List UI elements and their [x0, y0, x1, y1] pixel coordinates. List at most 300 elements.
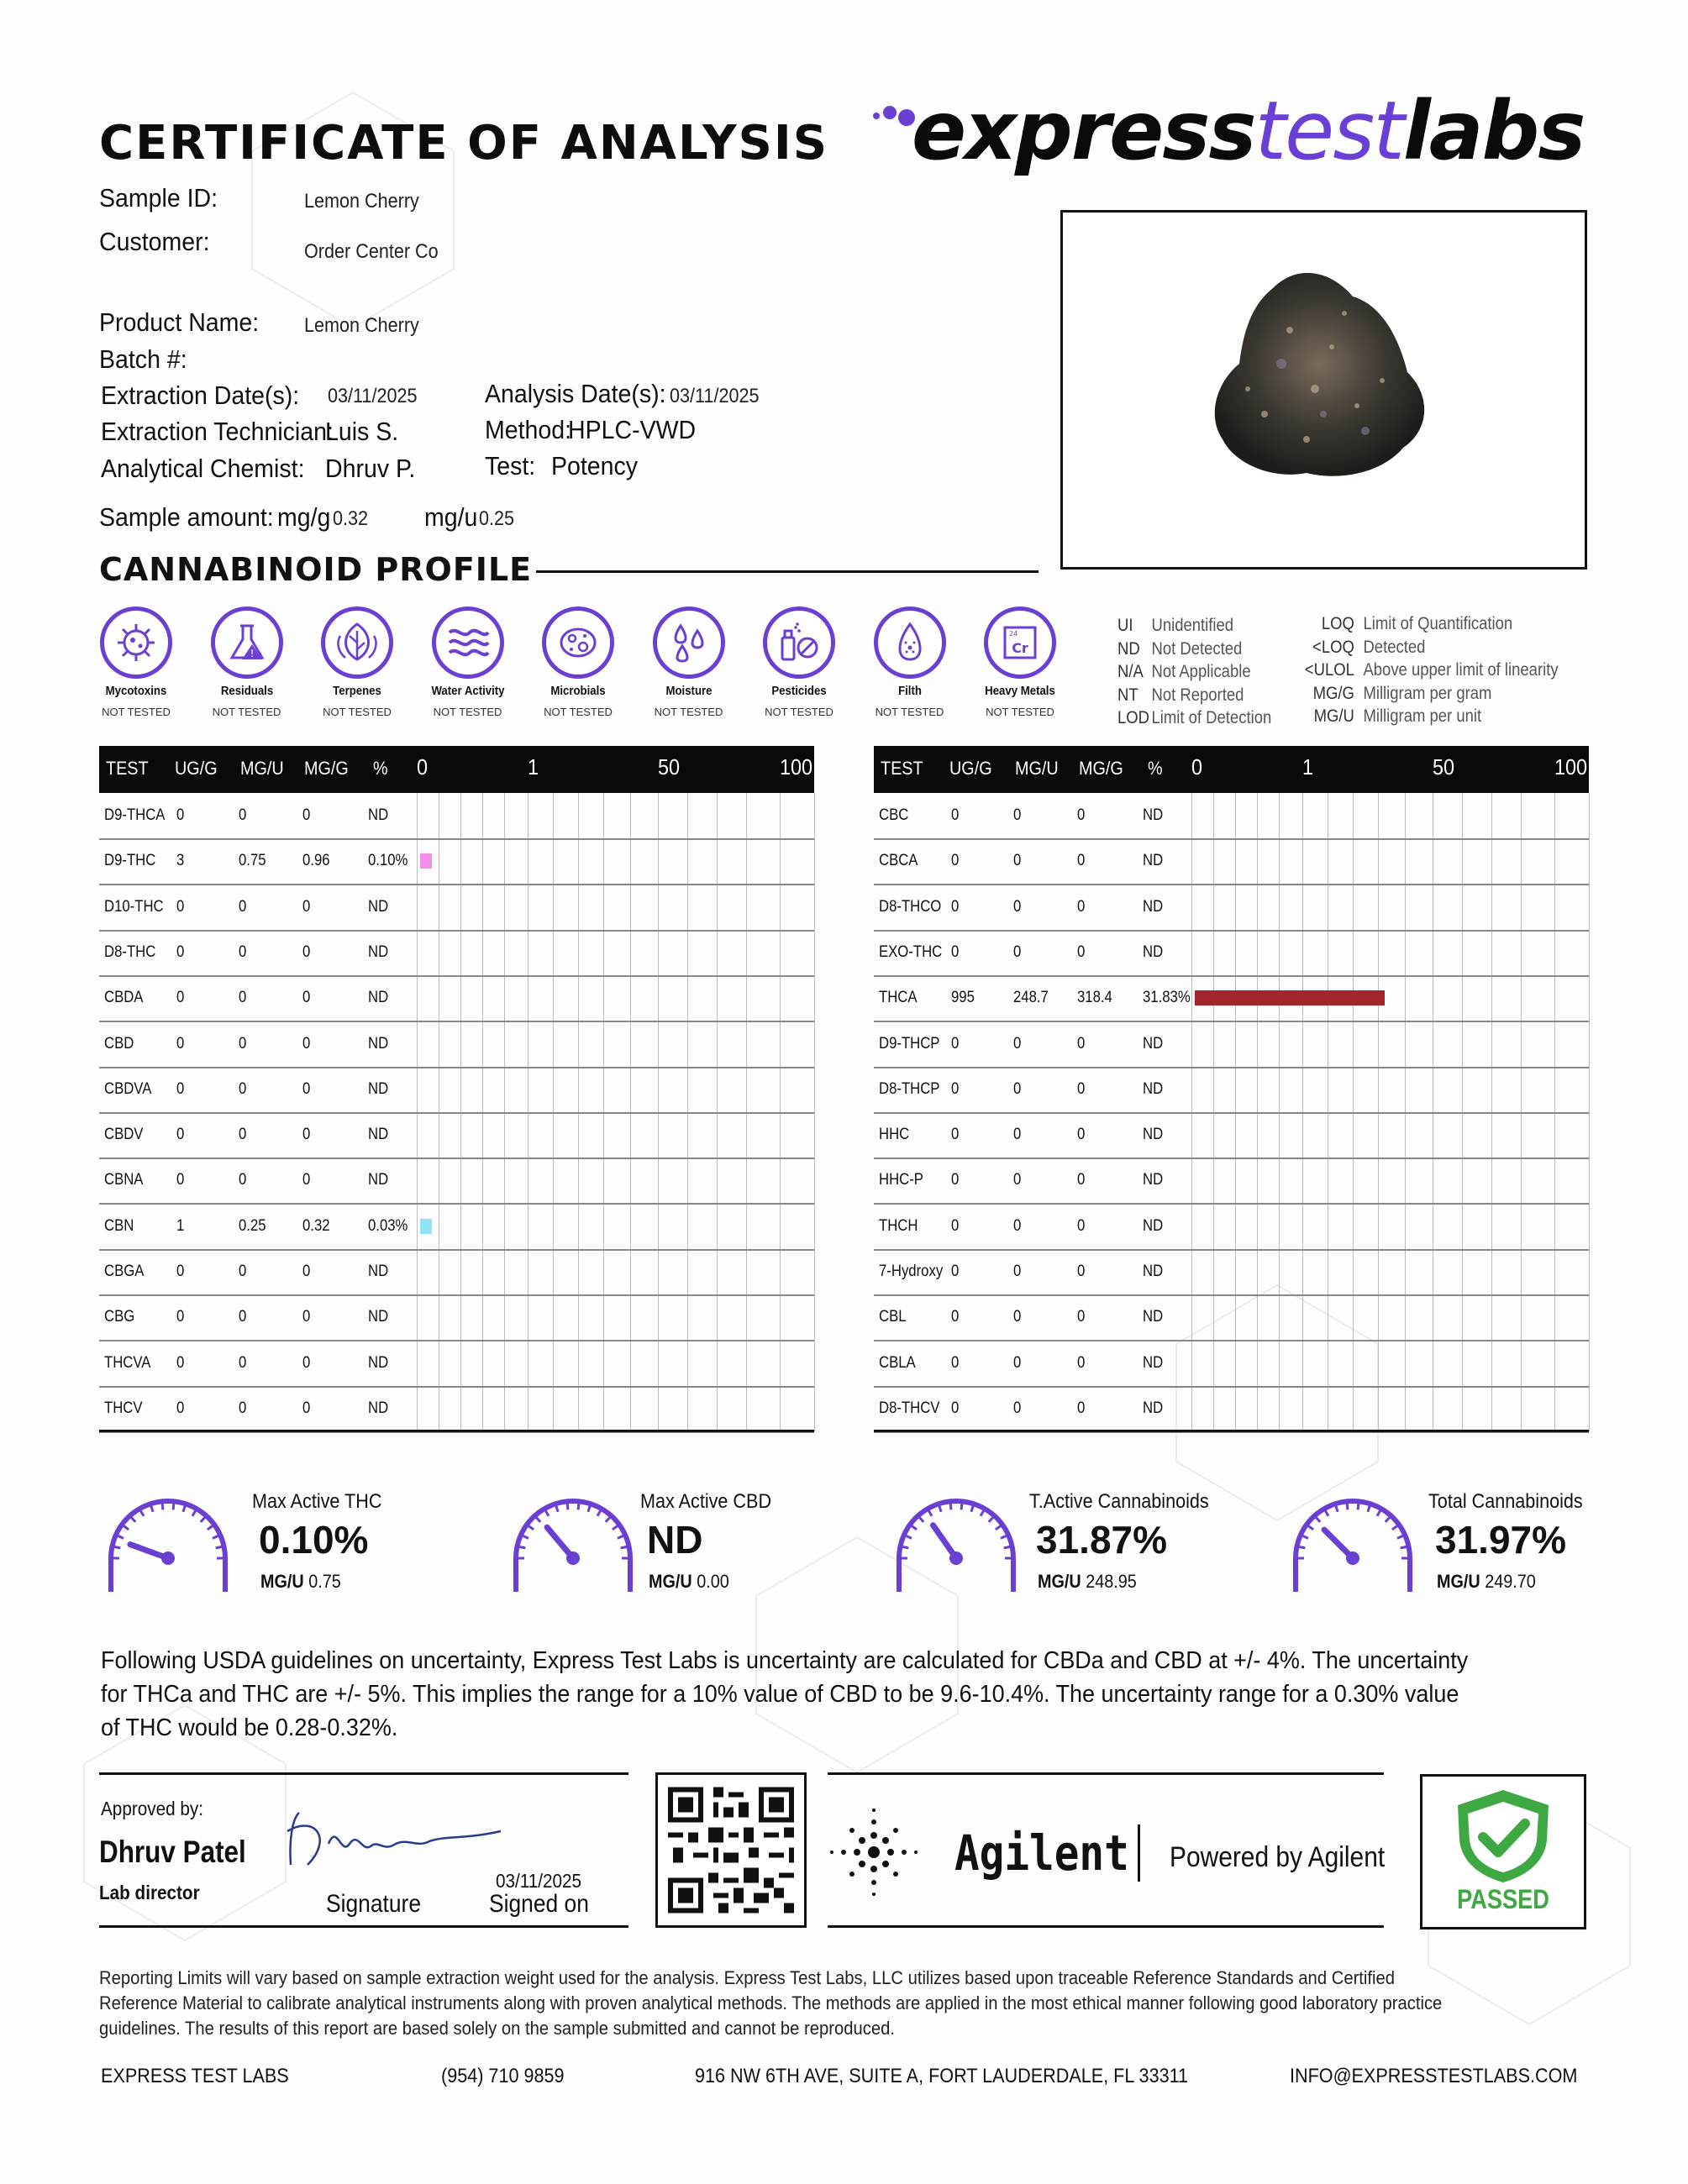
test-status: NOT TESTED — [102, 706, 171, 718]
chemist-value: Dhruv P. — [325, 454, 416, 483]
product-photo — [1060, 210, 1587, 570]
cell-test: HHC — [879, 1126, 910, 1144]
cell-pct: ND — [368, 1079, 389, 1098]
legend-code: MG/U — [1313, 706, 1354, 726]
cell-ugg: 0 — [951, 1126, 960, 1144]
table-row — [99, 1294, 814, 1341]
cell-ugg: 3 — [176, 852, 185, 870]
mgg-label: mg/g — [277, 502, 331, 532]
cell-pct: ND — [368, 1308, 389, 1326]
cell-pct: ND — [1143, 852, 1164, 870]
cell-pct: ND — [368, 806, 389, 824]
cell-mgg: 0 — [1077, 1263, 1086, 1280]
footer-email[interactable]: INFO@EXPRESSTESTLABS.COM — [1290, 2065, 1578, 2087]
cell-ugg: 0 — [951, 1353, 960, 1372]
table-row — [874, 1067, 1589, 1114]
table-row — [99, 930, 814, 977]
passed-badge — [1420, 1774, 1586, 1929]
test-icon-filth — [874, 606, 946, 679]
cell-ugg: 0 — [951, 1399, 960, 1417]
test-name: Heavy Metals — [985, 684, 1055, 698]
cell-ugg: 0 — [951, 897, 960, 916]
header-pct: % — [373, 758, 388, 779]
cell-ugg: 0 — [951, 1216, 960, 1235]
legend-item — [1117, 616, 1233, 636]
test-value: Potency — [551, 451, 639, 480]
cell-mgg: 0.96 — [302, 852, 330, 870]
agilent-spark-icon — [828, 1806, 920, 1898]
page-title: CERTIFICATE OF ANALYSIS — [99, 116, 829, 171]
legend-desc: Not Detected — [1151, 638, 1243, 659]
signature-label: Signature — [326, 1890, 422, 1918]
legend-desc: Unidentified — [1151, 616, 1234, 635]
cell-mgu: 0 — [239, 989, 247, 1007]
product-name-label: Product Name: — [99, 307, 260, 337]
cell-pct: ND — [368, 1034, 389, 1053]
test-icon-residuals — [211, 606, 283, 679]
header-s0: 0 — [417, 754, 429, 780]
legend-item — [1298, 684, 1491, 704]
cell-mgg: 0 — [302, 1308, 311, 1326]
grid-line — [1589, 793, 1590, 1431]
svg-text:!: ! — [250, 648, 254, 659]
test-name: Terpenes — [333, 684, 381, 698]
qr-code-icon — [658, 1775, 804, 1925]
cell-test: CBC — [879, 806, 909, 824]
cell-mgg: 0 — [1077, 897, 1086, 916]
table-row — [874, 930, 1589, 977]
cell-pct: ND — [368, 1126, 389, 1144]
cell-mgu: 0 — [1013, 1034, 1022, 1053]
cell-test: D8-THC — [104, 942, 156, 961]
footer-company: EXPRESS TEST LABS — [101, 2065, 289, 2087]
cell-test: D8-THCO — [879, 897, 942, 916]
logo-part-test: test — [1254, 84, 1403, 178]
disclaimer-text: Reporting Limits will vary based on sample extraction weight used for the analysis. Express Test Labs, LLC utilizes based upon traceable Reference Standards and Certified Reference Material to calibrate analytical instruments along with proven analytical methods. The methods are applied in the most ethical manner following good laboratory practice guidelines. The results of this report are based solely on the sample submitted and cannot be reproduced. — [99, 1967, 1443, 2039]
cell-mgg: 0 — [1077, 806, 1086, 824]
cell-test: CBD — [104, 1034, 134, 1053]
cell-pct: ND — [368, 989, 389, 1007]
legend-item — [1117, 639, 1242, 659]
cell-test: CBL — [879, 1308, 907, 1326]
table-row — [99, 1067, 814, 1114]
cell-ugg: 0 — [176, 942, 185, 961]
cell-mgu: 0 — [239, 806, 247, 824]
cell-pct: ND — [368, 1263, 389, 1280]
mgu-value: 0.25 — [479, 507, 515, 530]
gauge-mgu — [260, 1571, 341, 1593]
gauge-mgu-value: 0.00 — [697, 1571, 729, 1592]
grid-line — [814, 793, 815, 1431]
test-icon-pesticides — [763, 606, 835, 679]
header-s50: 50 — [658, 754, 681, 780]
batch-label: Batch #: — [99, 344, 187, 374]
cell-test: 7-Hydroxy — [879, 1263, 944, 1280]
cell-pct: ND — [368, 1353, 389, 1372]
cell-ugg: 1 — [176, 1216, 185, 1235]
chromium-icon — [995, 617, 1045, 668]
customer-value: Order Center Co — [304, 240, 439, 263]
method-label: Method: — [485, 415, 572, 444]
cell-test: THCV — [104, 1399, 143, 1417]
sample-id-label: Sample ID: — [99, 183, 218, 213]
table-row — [99, 1021, 814, 1068]
legend-code: NT — [1117, 685, 1138, 705]
test-name: Residuals — [220, 684, 273, 698]
cell-mgg: 0 — [302, 989, 311, 1007]
technician-value: Luis S. — [325, 417, 399, 446]
cell-mgg: 0 — [1077, 852, 1086, 870]
table-row — [99, 1112, 814, 1159]
header-s100: 100 — [780, 754, 813, 780]
gauge-icon — [105, 1495, 231, 1596]
cell-ugg: 0 — [176, 806, 185, 824]
cell-mgu: 0 — [1013, 1171, 1022, 1189]
cell-test: CBCA — [879, 852, 918, 870]
header-mgu: MG/U — [1015, 758, 1059, 779]
svg-text:24: 24 — [1009, 630, 1018, 638]
legend-code: UI — [1117, 616, 1133, 635]
test-status: NOT TESTED — [654, 706, 723, 718]
header-ugg: UG/G — [949, 758, 992, 779]
cell-mgg: 0 — [1077, 1216, 1086, 1235]
logo-part-labs: labs — [1402, 84, 1585, 178]
cell-ugg: 0 — [176, 1308, 185, 1326]
test-icon-mycotoxins — [100, 606, 172, 679]
cell-ugg: 0 — [176, 989, 185, 1007]
cell-test: D9-THC — [104, 852, 156, 870]
gauge-mgu-value: 249.70 — [1485, 1571, 1536, 1592]
legend-item — [1117, 685, 1244, 706]
table-row — [874, 1021, 1589, 1068]
qr-code[interactable] — [655, 1772, 807, 1928]
table-row — [874, 838, 1589, 885]
cell-test: CBN — [104, 1216, 134, 1235]
cell-pct: ND — [1143, 1171, 1164, 1189]
cell-mgg: 0 — [1077, 1399, 1086, 1417]
table-row — [874, 793, 1589, 840]
legend-desc: Not Applicable — [1151, 662, 1251, 681]
cell-ugg: 0 — [951, 942, 960, 961]
footer-address: 916 NW 6TH AVE, SUITE A, FORT LAUDERDALE, FL 33311 — [695, 2065, 1189, 2087]
table-row — [99, 975, 814, 1022]
cell-pct: ND — [368, 1171, 389, 1189]
test-name: Water Activity — [430, 684, 505, 698]
chemist-label: Analytical Chemist: — [101, 454, 305, 483]
gauge-title: Total Cannabinoids — [1428, 1490, 1583, 1513]
extraction-date-label: Extraction Date(s): — [101, 381, 300, 410]
mycotoxin-icon — [111, 617, 161, 668]
gauge-mgu-value: 0.75 — [308, 1571, 341, 1592]
cell-mgg: 0 — [1077, 942, 1086, 961]
drop-icon — [885, 617, 935, 668]
header-s0: 0 — [1191, 754, 1203, 780]
cell-pct: ND — [1143, 897, 1164, 916]
gauge-mgu — [649, 1571, 729, 1593]
test-label: Test: — [485, 451, 536, 480]
legend-desc: Detected — [1363, 637, 1426, 657]
test-name: Moisture — [665, 684, 712, 698]
cell-ugg: 0 — [951, 1308, 960, 1326]
legend-code: N/A — [1117, 662, 1144, 681]
cannabinoid-table-right_rows — [874, 746, 1589, 1435]
table-header — [874, 746, 1589, 793]
cannabis-bud-image — [1063, 213, 1590, 572]
legend-desc: Not Reported — [1151, 685, 1244, 705]
method-value: HPLC-VWD — [568, 415, 697, 444]
cell-test: HHC-P — [879, 1171, 923, 1189]
cell-mgg: 0 — [1077, 1353, 1086, 1372]
cell-mgg: 0 — [1077, 1171, 1086, 1189]
cell-mgu: 0 — [1013, 1308, 1022, 1326]
cell-mgg: 0 — [1077, 1126, 1086, 1144]
header-s1: 1 — [528, 754, 539, 780]
cell-mgg: 0 — [302, 1399, 311, 1417]
table-row — [99, 793, 814, 840]
cell-mgu: 0 — [1013, 1126, 1022, 1144]
gauge-mgu-label: MG/U — [1038, 1571, 1081, 1592]
cell-mgg: 0 — [1077, 1034, 1086, 1053]
cell-ugg: 0 — [951, 806, 960, 824]
legend-code: ND — [1117, 638, 1140, 659]
cell-ugg: 0 — [176, 1353, 185, 1372]
legend-desc: Milligram per unit — [1363, 706, 1482, 726]
result-bar — [1195, 990, 1385, 1005]
cell-pct: ND — [1143, 1216, 1164, 1235]
cell-test: CBGA — [104, 1263, 145, 1280]
cell-mgu: 0 — [1013, 942, 1022, 961]
cell-ugg: 0 — [176, 1399, 185, 1417]
cell-mgg: 0 — [302, 1263, 311, 1280]
cell-pct: ND — [368, 1399, 389, 1417]
cell-pct: 31.83% — [1143, 989, 1191, 1007]
legend-desc: Limit of Detection — [1151, 708, 1272, 727]
cell-pct: ND — [1143, 942, 1164, 961]
table-row — [874, 1294, 1589, 1341]
legend-item — [1117, 708, 1271, 728]
legend-desc: Limit of Quantification — [1363, 614, 1513, 633]
test-name: Microbials — [550, 684, 606, 698]
gauge-mgu-label: MG/U — [1437, 1571, 1480, 1592]
cell-test: CBDVA — [104, 1079, 152, 1098]
test-icon-water-activity — [432, 606, 504, 679]
test-icon-terpenes — [321, 606, 393, 679]
header-test: TEST — [881, 758, 923, 779]
passed-text: PASSED — [1457, 1884, 1549, 1914]
legend-code: <ULOL — [1304, 660, 1354, 680]
cell-ugg: 0 — [176, 897, 185, 916]
mgg-value: 0.32 — [333, 507, 369, 530]
table-row — [99, 1249, 814, 1296]
analysis-date-label: Analysis Date(s): — [485, 379, 666, 408]
table-row — [99, 1386, 814, 1433]
section-divider — [536, 570, 1039, 573]
cell-test: CBDV — [104, 1126, 144, 1144]
sample-id-value: Lemon Cherry — [304, 190, 419, 213]
gauge-mgu-value: 248.95 — [1086, 1571, 1137, 1592]
cell-mgg: 0 — [302, 1353, 311, 1372]
cell-test: D9-THCA — [104, 806, 166, 824]
cell-pct: ND — [368, 897, 389, 916]
cell-mgg: 0 — [302, 1171, 311, 1189]
cell-pct: ND — [1143, 1263, 1164, 1280]
cell-pct: ND — [1143, 1353, 1164, 1372]
cell-ugg: 0 — [176, 1126, 185, 1144]
spray-icon — [774, 617, 824, 668]
approver-name: Dhruv Patel — [99, 1835, 246, 1869]
cell-mgu: 0 — [239, 942, 247, 961]
test-status: NOT TESTED — [433, 706, 502, 718]
signed-on-label: Signed on — [489, 1890, 589, 1918]
cell-pct: ND — [1143, 1399, 1164, 1417]
result-bar — [420, 853, 432, 869]
table-row — [874, 975, 1589, 1022]
cell-mgu: 0 — [1013, 1216, 1022, 1235]
cell-ugg: 0 — [951, 1263, 960, 1280]
cell-pct: ND — [1143, 1308, 1164, 1326]
cell-mgu: 0 — [239, 1399, 247, 1417]
test-icon-moisture — [653, 606, 725, 679]
cell-mgu: 0 — [239, 897, 247, 916]
test-status: NOT TESTED — [212, 706, 281, 718]
header-mgg: MG/G — [1079, 758, 1123, 779]
footer-phone: (954) 710 9859 — [441, 2065, 565, 2087]
approved-by-label: Approved by: — [101, 1798, 203, 1819]
test-status: NOT TESTED — [875, 706, 944, 718]
signature-image — [282, 1806, 518, 1882]
test-name: Pesticides — [771, 684, 827, 698]
cell-mgg: 0 — [302, 897, 311, 916]
agilent-brand: Agilent — [954, 1824, 1129, 1882]
cell-pct: ND — [1143, 806, 1164, 824]
header-mgg: MG/G — [304, 758, 349, 779]
logo-part-express: express — [912, 84, 1255, 178]
svg-text:Cr: Cr — [1012, 640, 1028, 656]
cell-mgu: 0.75 — [239, 852, 266, 870]
cell-test: THCA — [879, 989, 918, 1007]
cell-test: THCH — [879, 1216, 918, 1235]
leaf-icon — [332, 617, 382, 668]
test-status: NOT TESTED — [323, 706, 392, 718]
cell-mgu: 248.7 — [1013, 989, 1049, 1007]
gauge-title: T.Active Cannabinoids — [1029, 1490, 1209, 1513]
uncertainty-text: Following USDA guidelines on uncertainty, Express Test Labs is uncertainty are calculated for CBDa and CBD at +/- 4%. The uncertainty for THCa and THC are +/- 5%. This implies the range for a 10% value of CBD to be 9.6-10.4%. The uncertainty range for a 0.30% value of THC would be 0.28-0.32%. — [101, 1647, 1469, 1741]
table-row — [99, 885, 814, 932]
legend-code: LOQ — [1321, 614, 1354, 633]
gauge-icon — [1290, 1495, 1416, 1596]
cell-mgu: 0.25 — [239, 1216, 266, 1235]
powered-by-agilent: Powered by Agilent — [1170, 1841, 1386, 1873]
gauge-value: ND — [647, 1518, 703, 1562]
header-ugg: UG/G — [175, 758, 218, 779]
cell-test: D9-THCP — [879, 1034, 940, 1053]
cell-mgu: 0 — [1013, 1353, 1022, 1372]
cell-mgg: 0 — [302, 1079, 311, 1098]
test-status: NOT TESTED — [986, 706, 1054, 718]
gauge-value: 0.10% — [259, 1518, 369, 1562]
cell-test: CBDA — [104, 989, 144, 1007]
customer-label: Customer: — [99, 227, 210, 256]
cell-ugg: 0 — [176, 1171, 185, 1189]
cell-ugg: 995 — [951, 989, 975, 1007]
test-name: Mycotoxins — [105, 684, 167, 698]
test-status: NOT TESTED — [765, 706, 833, 718]
table-row — [874, 1386, 1589, 1433]
cannabinoid-profile-title: CANNABINOID PROFILE — [99, 551, 533, 588]
microbe-icon — [553, 617, 603, 668]
cell-mgu: 0 — [1013, 1399, 1022, 1417]
cell-mgg: 0 — [1077, 1308, 1086, 1326]
legend-item — [1298, 660, 1559, 680]
header-pct: % — [1148, 758, 1163, 779]
technician-label: Extraction Technician: — [101, 417, 334, 446]
cell-test: CBLA — [879, 1353, 916, 1372]
gauge-mgu — [1437, 1571, 1536, 1593]
test-status: NOT TESTED — [544, 706, 613, 718]
gauge-title: Max Active CBD — [640, 1490, 772, 1513]
cell-mgu: 0 — [239, 1079, 247, 1098]
test-name: Filth — [897, 684, 922, 698]
table-row — [874, 885, 1589, 932]
gauge-mgu — [1038, 1571, 1137, 1593]
cell-mgu: 0 — [239, 1126, 247, 1144]
cell-pct: ND — [1143, 1079, 1164, 1098]
cell-pct: ND — [1143, 1126, 1164, 1144]
cell-mgg: 0 — [302, 942, 311, 961]
cell-test: D10-THC — [104, 897, 164, 916]
table-row — [99, 1158, 814, 1205]
product-name-value: Lemon Cherry — [304, 314, 419, 337]
legend-item — [1298, 706, 1481, 727]
table-row — [874, 1112, 1589, 1159]
cell-mgg: 0 — [1077, 1079, 1086, 1098]
gauge-value: 31.87% — [1036, 1518, 1168, 1562]
header-test: TEST — [106, 758, 149, 779]
cell-mgu: 0 — [239, 1308, 247, 1326]
company-logo — [912, 84, 1584, 178]
approval-bottom-line — [99, 1925, 628, 1928]
waves-icon — [443, 617, 493, 668]
cell-mgg: 0 — [302, 1034, 311, 1053]
legend-desc: Milligram per gram — [1363, 683, 1492, 703]
legend-item — [1298, 614, 1512, 634]
result-bar — [420, 1219, 432, 1234]
header-s100: 100 — [1554, 754, 1588, 780]
gauge-mgu-label: MG/U — [649, 1571, 692, 1592]
cell-ugg: 0 — [176, 1079, 185, 1098]
table-header — [99, 746, 814, 793]
cell-pct: ND — [1143, 1034, 1164, 1053]
shield-check-icon — [1422, 1785, 1584, 1886]
cell-ugg: 0 — [951, 1079, 960, 1098]
mgu-label: mg/u — [424, 502, 478, 532]
legend-code: <LOQ — [1312, 637, 1354, 657]
test-icon-microbials — [542, 606, 614, 679]
cell-mgg: 0.32 — [302, 1216, 330, 1235]
signed-date: 03/11/2025 — [496, 1870, 582, 1892]
legend-code: MG/G — [1312, 683, 1354, 703]
agilent-top-line — [828, 1772, 1384, 1775]
table-row — [99, 1204, 814, 1251]
cell-mgu: 0 — [1013, 806, 1022, 824]
header-mgu: MG/U — [240, 758, 284, 779]
cell-pct: 0.03% — [368, 1216, 408, 1235]
cell-mgg: 0 — [302, 1126, 311, 1144]
legend-desc: Above upper limit of linearity — [1363, 660, 1559, 680]
header-s50: 50 — [1433, 754, 1455, 780]
cell-mgu: 0 — [239, 1171, 247, 1189]
table-row — [874, 1158, 1589, 1205]
